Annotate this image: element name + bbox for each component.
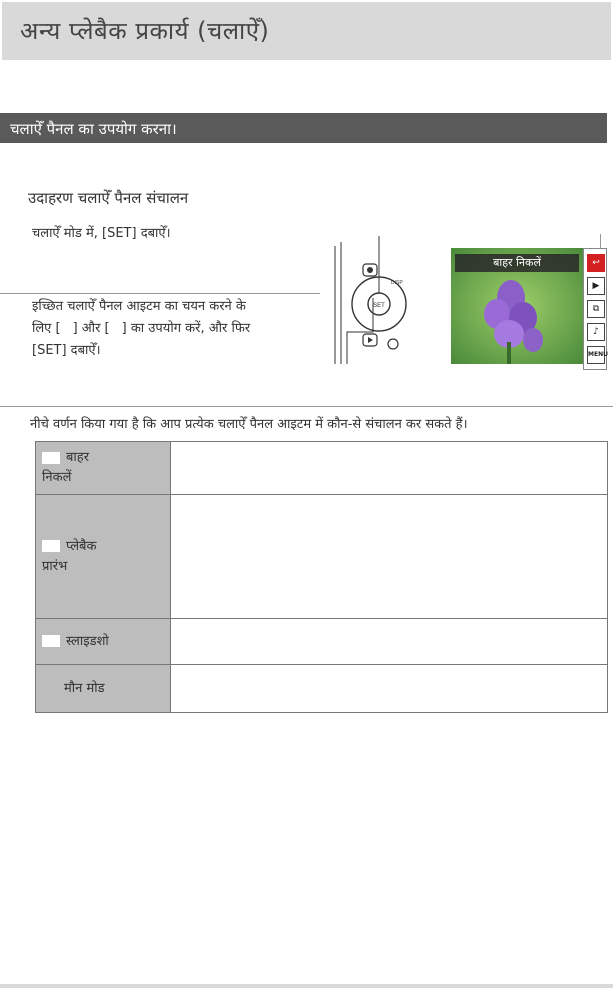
step-1: चलाऐँ मोड में, [SET] दबाऐँ। — [32, 226, 171, 241]
page-title-box — [0, 0, 613, 62]
slideshow-icon[interactable]: ⧉ — [587, 300, 605, 318]
section-title: चलाऐँ पैनल का उपयोग करना। — [10, 120, 177, 138]
mute-icon[interactable]: ♪ — [587, 323, 605, 341]
panel-item-desc — [171, 619, 608, 665]
panel-item-exit — [36, 442, 171, 495]
intro-text: नीचे वर्णन किया गया है कि आप प्रत्येक चलाऐँ पैनल आइटम में कौन-से संचालन कर सकते हैं। — [30, 417, 468, 432]
camera-illustration — [327, 236, 427, 366]
play-icon — [42, 540, 60, 552]
screen-exit-label: बाहर निकलें — [455, 254, 579, 272]
section-header — [0, 113, 607, 143]
table-row — [36, 619, 608, 665]
play-icon[interactable]: ▶ — [587, 277, 605, 295]
disp-label: DISP — [391, 280, 403, 286]
step-2-line-2c: ] का उपयोग करें, और फिर — [121, 321, 251, 336]
panel-item-label: बाहर — [66, 450, 90, 465]
menu-button[interactable]: MENU — [587, 346, 605, 364]
set-button-label: SET — [373, 303, 385, 309]
panel-item-label: प्लेबैक — [66, 538, 97, 554]
playback-screen-preview — [451, 248, 583, 364]
panel-item-desc — [171, 442, 608, 495]
table-row — [36, 495, 608, 619]
footer-bar — [0, 984, 613, 988]
step-divider — [0, 293, 320, 294]
table-row — [36, 665, 608, 713]
strap-ring-icon — [388, 339, 398, 349]
table-row — [36, 442, 608, 495]
step-2-line-3: [SET] दबाऐँ। — [32, 343, 101, 358]
exit-icon — [42, 452, 60, 464]
panel-item-desc — [171, 665, 608, 713]
slideshow-icon — [42, 635, 60, 647]
panel-item-play — [36, 495, 171, 619]
panel-item-desc — [171, 495, 608, 619]
intro-divider — [0, 406, 613, 407]
panel-item-label: प्रारंभ — [42, 558, 68, 574]
panel-item-label: स्लाइडशो — [66, 633, 109, 649]
panel-item-slideshow — [36, 619, 171, 665]
step-2-line-1: इच्छित चलाऐँ पैनल आइटम का चयन करने के — [32, 299, 246, 314]
panel-item-mute — [36, 665, 171, 713]
panel-item-label: मौन मोड — [64, 680, 105, 696]
exit-icon[interactable]: ↩ — [587, 254, 605, 272]
page-title: अन्य प्लेबैक प्रकार्य (चलाऐँ) — [20, 17, 270, 45]
playback-panel-strip — [583, 248, 607, 370]
step-2 — [32, 296, 322, 362]
panel-item-label: निकलें — [42, 470, 72, 485]
step-2-line-2b: ] और [ — [72, 321, 110, 336]
menu-callout-line — [600, 234, 601, 248]
step-2-line-2a: लिए [ — [32, 321, 61, 336]
panel-items-table — [35, 441, 608, 713]
example-heading: उदाहरण चलाऐँ पैनल संचालन — [28, 189, 189, 207]
